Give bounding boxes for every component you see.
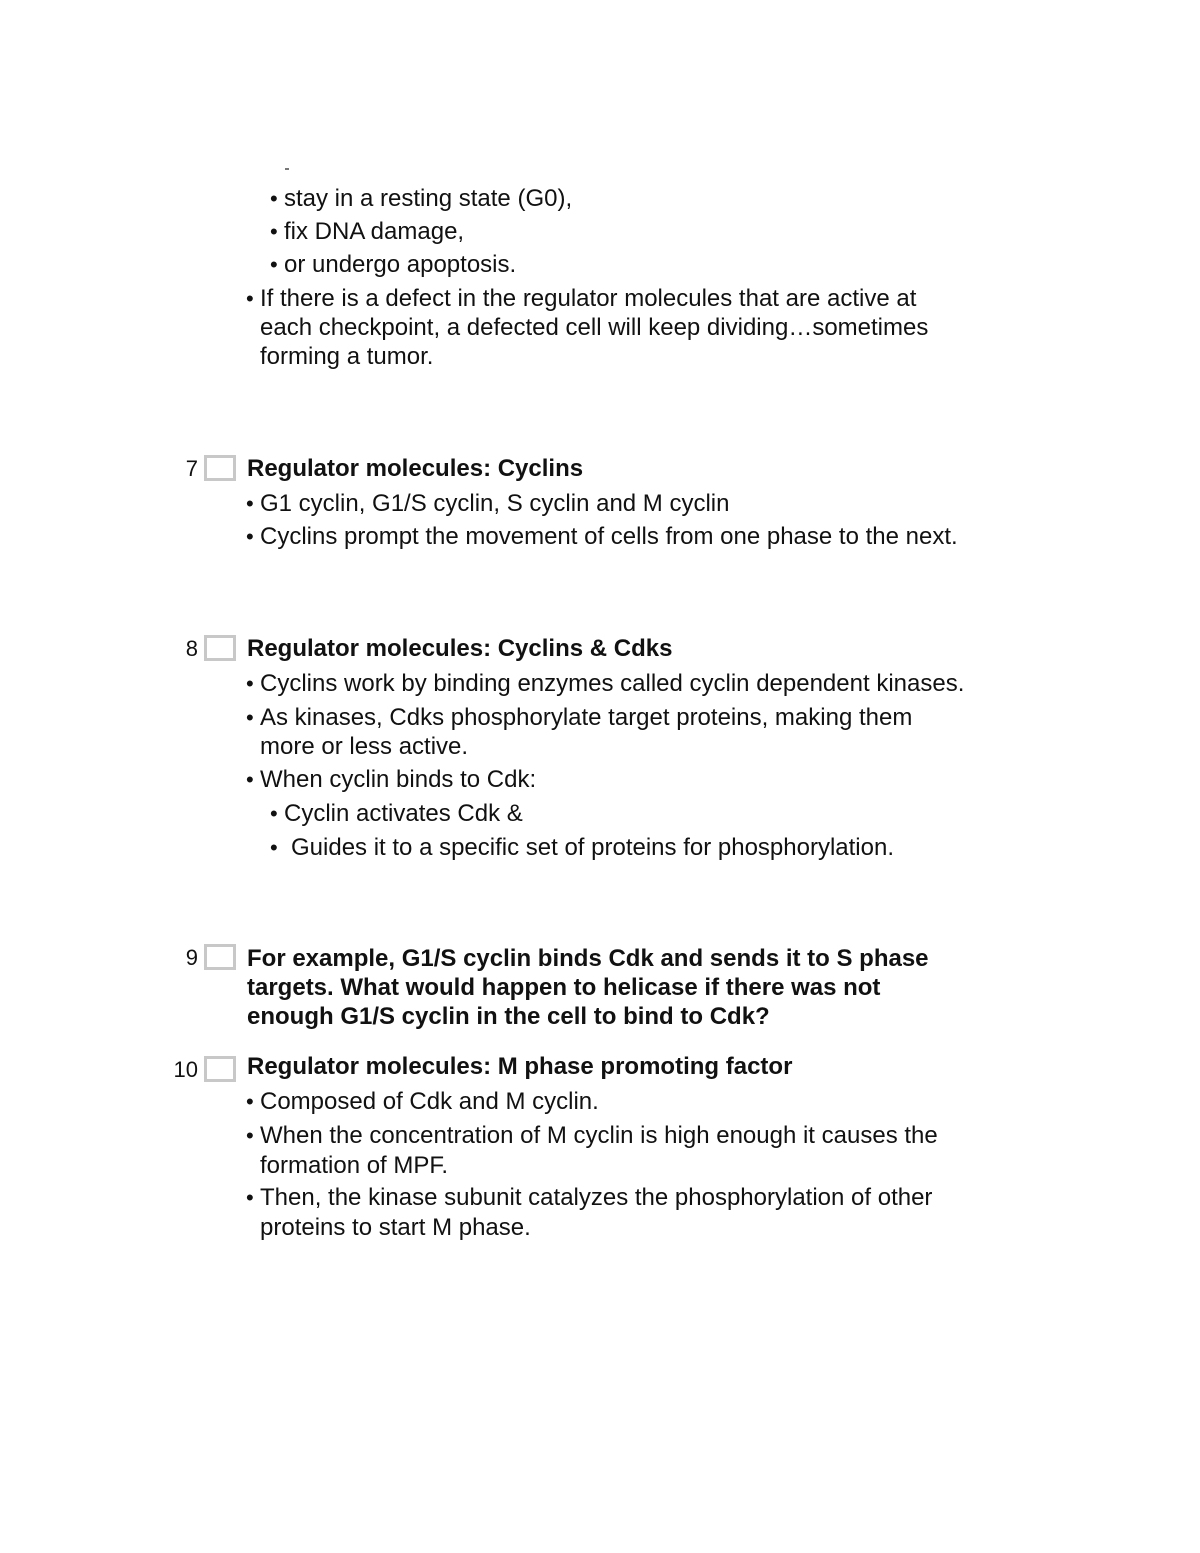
slide-8-bullet-2: • As kinases, Cdks phosphorylate target proteins, making them xyxy=(246,704,913,731)
slide-9-title-line-3: enough G1/S cyclin in the cell to bind to Cdk? xyxy=(247,1003,770,1030)
bullet-icon: • xyxy=(270,219,278,244)
slide-7-bullet-2: • Cyclins prompt the movement of cells from one phase to the next. xyxy=(246,523,958,550)
bullet-icon: • xyxy=(246,491,254,516)
slide-10-title: Regulator molecules: M phase promoting factor xyxy=(247,1053,793,1080)
slide-9-title-line-2: targets. What would happen to helicase if there was not xyxy=(247,974,881,1001)
slide-7-bullet-1: • G1 cyclin, G1/S cyclin, S cyclin and M cyclin xyxy=(246,490,730,517)
slide-10-bullet-2-cont: formation of MPF. xyxy=(260,1152,449,1179)
slide-9-title-line-1: For example, G1/S cyclin binds Cdk and sends it to S phase xyxy=(247,945,929,972)
slide-10-bullet-2: • When the concentration of M cyclin is high enough it causes the xyxy=(246,1122,938,1149)
bullet-icon: • xyxy=(246,1089,254,1114)
sub-bullet-resting-state: • stay in a resting state (G0), xyxy=(270,185,573,212)
bullet-icon: • xyxy=(246,524,254,549)
slide-10-bullet-3-cont: proteins to start M phase. xyxy=(260,1214,531,1241)
slide-thumbnail-9[interactable] xyxy=(204,944,236,970)
bullet-icon: • xyxy=(270,801,278,826)
slide-8-bullet-2-cont: more or less active. xyxy=(260,733,469,760)
bullet-icon: • xyxy=(246,767,254,792)
slide-8-sub-bullet-1: • Cyclin activates Cdk & xyxy=(270,800,523,827)
bullet-icon: • xyxy=(246,1123,254,1148)
slide-thumbnail-10[interactable] xyxy=(204,1056,236,1082)
slide-8-sub-bullet-2: • Guides it to a specific set of proteins for phosphorylation. xyxy=(270,834,894,861)
slide-thumbnail-8[interactable] xyxy=(204,635,236,661)
bullet-icon: • xyxy=(246,705,254,730)
bullet-defect: • If there is a defect in the regulator molecules that are active at xyxy=(246,285,917,312)
slide-8-bullet-1: • Cyclins work by binding enzymes called cyclin dependent kinases. xyxy=(246,670,965,697)
slide-10-bullet-1: • Composed of Cdk and M cyclin. xyxy=(246,1088,599,1115)
slide-7-title: Regulator molecules: Cyclins xyxy=(247,455,584,482)
slide-number-9: 9 xyxy=(185,945,198,970)
bullet-icon: • xyxy=(270,252,278,277)
bullet-icon: • xyxy=(246,1185,254,1210)
bullet-defect-cont-2: forming a tumor. xyxy=(260,343,434,370)
slide-8-bullet-3: • When cyclin binds to Cdk: xyxy=(246,766,537,793)
slide-number-7: 7 xyxy=(185,456,198,481)
bullet-defect-cont-1: each checkpoint, a defected cell will keep dividing…sometimes xyxy=(260,314,929,341)
slide-number-10: 10 xyxy=(173,1057,198,1082)
slide-thumbnail-7[interactable] xyxy=(204,455,236,481)
sub-bullet-apoptosis: • or undergo apoptosis. xyxy=(270,251,517,278)
bullet-icon: • xyxy=(270,835,278,860)
bullet-icon: • xyxy=(246,286,254,311)
slide-10-bullet-3: • Then, the kinase subunit catalyzes the phosphorylation of other xyxy=(246,1184,933,1211)
sub-bullet-fix-dna: • fix DNA damage, xyxy=(270,218,465,245)
stray-mark xyxy=(285,168,289,170)
slide-8-title: Regulator molecules: Cyclins & Cdks xyxy=(247,635,673,662)
bullet-icon: • xyxy=(270,186,278,211)
slide-number-8: 8 xyxy=(185,636,198,661)
bullet-icon: • xyxy=(246,671,254,696)
